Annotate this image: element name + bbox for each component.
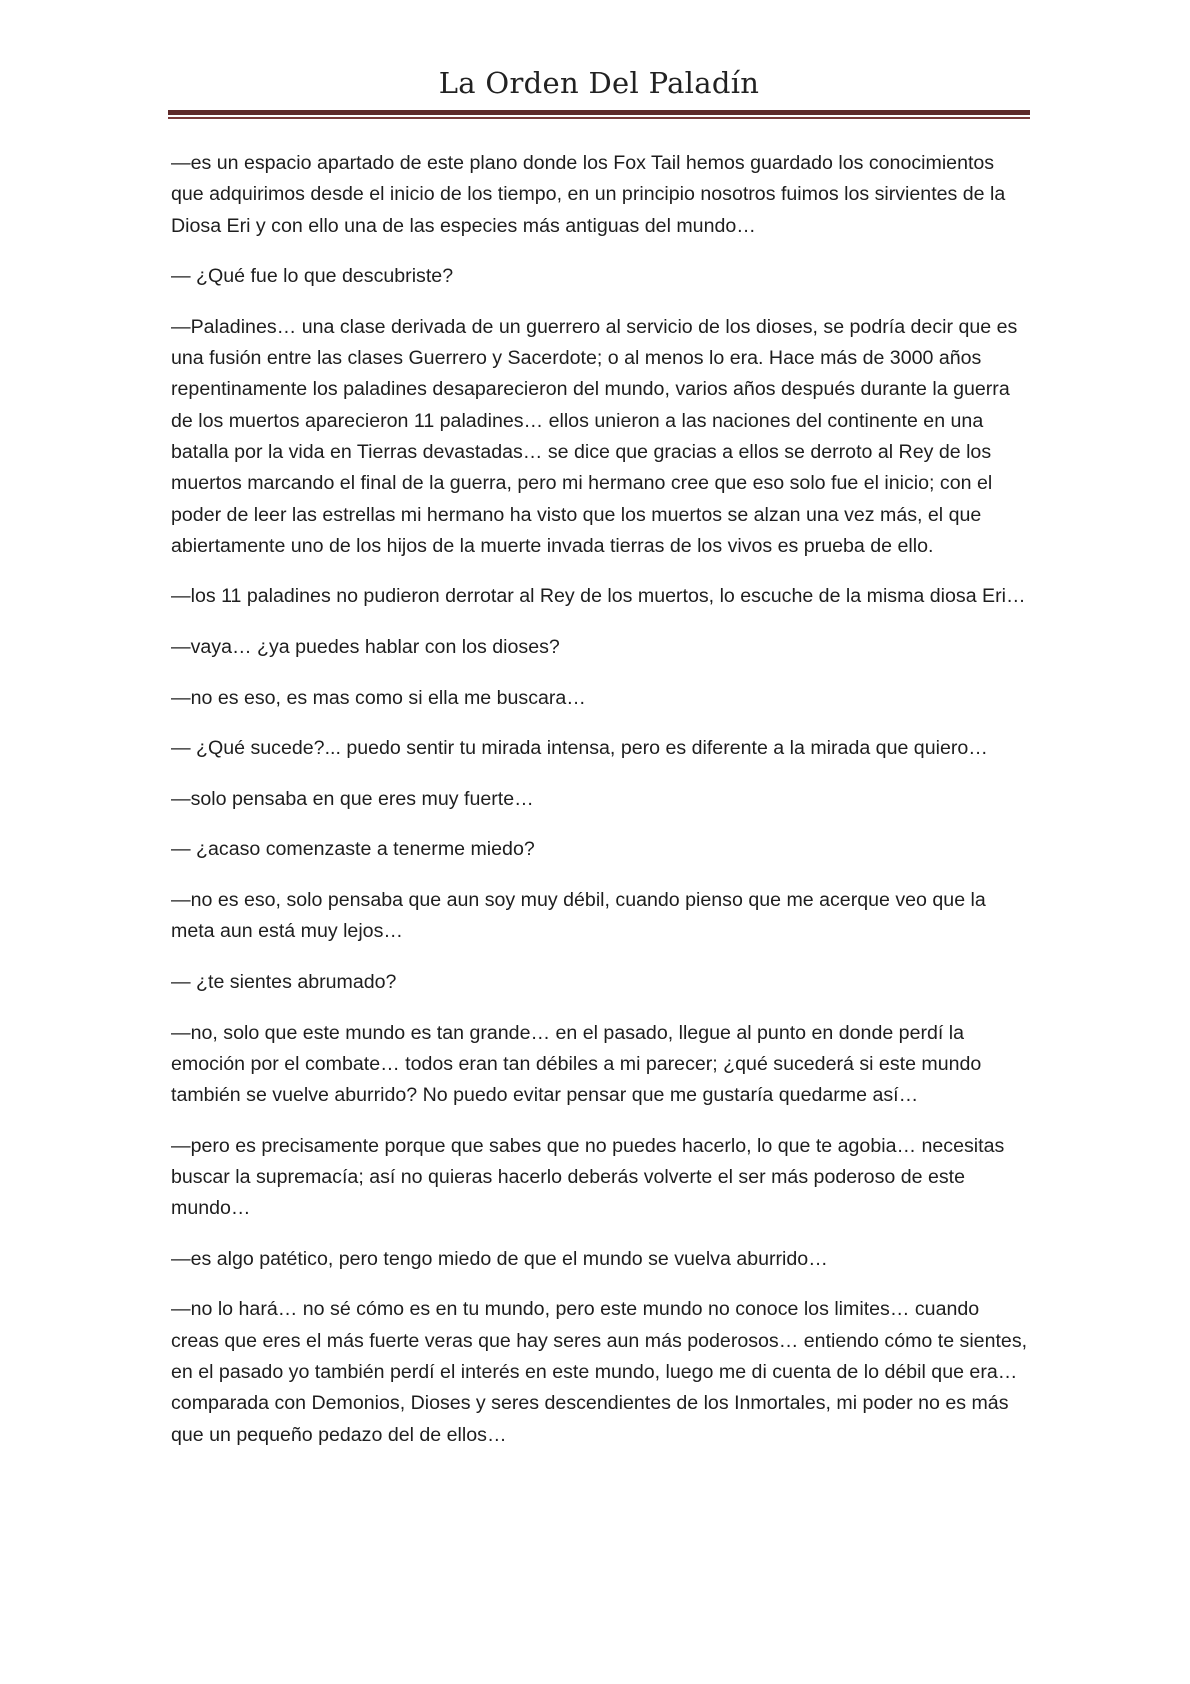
paragraph: — ¿Qué fue lo que descubriste? — [171, 265, 454, 288]
paragraph: —pero es precisamente porque que sabes que no puedes hacerlo, lo que te agobia… necesitas buscar la supremacía; así no quieras hacerlo deberás volverte el ser más poderoso de este mundo… — [171, 1134, 1005, 1220]
page-header — [168, 66, 1030, 100]
page-title: La Orden Del Paladín — [438, 66, 760, 100]
paragraph: —es un espacio apartado de este plano donde los Fox Tail hemos guardado los conocimientos que adquirimos desde el inicio de los tiempo, en un principio nosotros fuimos los sirvientes de la Diosa Eri y con ello una de las especies más antiguas del mundo… — [171, 152, 1006, 237]
header-divider-thin-line — [168, 117, 1030, 119]
header-divider-thick-line — [168, 110, 1030, 115]
paragraph: —Paladines… una clase derivada de un guerrero al servicio de los dioses, se podría decir que es una fusión entre las clases Guerrero y Sacerdote; o al menos lo era. Hace más de 3000 años repentinamente los paladines desaparecieron del mundo, varios años después durante la guerra de los muertos aparecieron 11 paladines… ellos unieron a las naciones del continente en una batalla por la vida en Tierras devastadas… se dice que gracias a ellos se derroto al Rey de los muertos marcando el final de la guerra, pero mi hermano cree que eso solo fue el inicio; con el poder de leer las estrellas mi hermano ha visto que los muertos se alzan una vez más, el que abiertamente uno de los hijos de la muerte invada tierras de los vivos es prueba de ello. — [171, 315, 1018, 557]
paragraph: —es algo patético, pero tengo miedo de que el mundo se vuelva aburrido… — [171, 1247, 828, 1270]
paragraph: —los 11 paladines no pudieron derrotar al Rey de los muertos, lo escuche de la misma diosa Eri… — [171, 585, 1026, 608]
paragraph: —vaya… ¿ya puedes hablar con los dioses? — [171, 636, 560, 659]
paragraph: —no lo hará… no sé cómo es en tu mundo, pero este mundo no conoce los limites… cuando creas que eres el más fuerte veras que hay seres aun más poderosos… entiendo cómo te sientes, en el pasado yo también perdí el interés en este mundo, luego me di cuenta de lo débil que era… comparada con Demonios, Dioses y seres descendientes de los Inmortales, mi poder no es más que un pequeño pedazo del de ellos… — [171, 1298, 1028, 1446]
paragraph: — ¿acaso comenzaste a tenerme miedo? — [171, 838, 535, 861]
body-text — [171, 148, 1031, 1470]
paragraph: —no es eso, es mas como si ella me buscara… — [171, 686, 586, 709]
paragraph: — ¿Qué sucede?... puedo sentir tu mirada intensa, pero es diferente a la mirada que quiero… — [171, 737, 988, 760]
paragraph: —no es eso, solo pensaba que aun soy muy débil, cuando pienso que me acerque veo que la meta aun está muy lejos… — [171, 889, 986, 943]
paragraph: —no, solo que este mundo es tan grande… en el pasado, llegue al punto en donde perdí la emoción por el combate… todos eran tan débiles a mi parecer; ¿qué sucederá si este mundo también se vuelve aburrido? No puedo evitar pensar que me gustaría quedarme así… — [171, 1021, 982, 1107]
paragraph: — ¿te sientes abrumado? — [171, 970, 397, 993]
header-divider — [168, 110, 1030, 119]
paragraph: —solo pensaba en que eres muy fuerte… — [171, 787, 534, 810]
